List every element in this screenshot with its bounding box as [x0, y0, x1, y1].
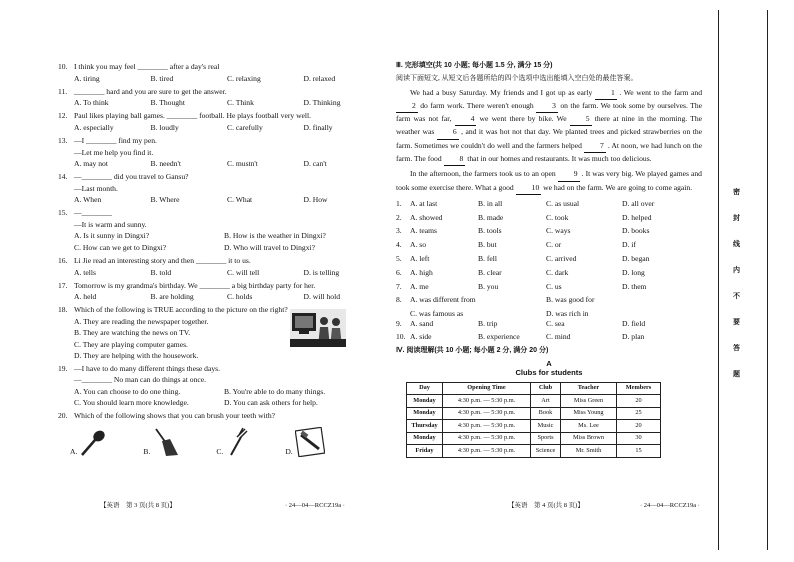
dialogue-line: —Let me help you find it. [74, 147, 154, 157]
cloze-paragraph-1: We had a busy Saturday. My friends and I got up as early 1 . We went to the farm and 2 do farm work. There weren't enough 3 on the farm. We took some by ourselves. The farm was not far, 4 we went there by bike. We 5 there at nine in the morning. The weather was 6 , and it was hot not that day. We planted trees and picked strawberries on the farm. Sometimes we couldn't do well and the farmers helped 7 . At noon, we had lunch on the farm. The food 8 that in our homes and restaurants. It was much too delicious. [396, 87, 702, 167]
question-20: 20. Which of the following shows that you can brush your teeth with? [58, 411, 275, 421]
cloze-paragraph-2: In the afternoon, the farmers took us to an open 9 . It was very big. We played games and took some exercise there. What a good 10 we had on the farm. We are going to come again. [396, 168, 702, 195]
left-page [58, 62, 380, 457]
options-14: A. When B. Where C. What D. How [74, 195, 328, 205]
table-row: Thursday 4:30 p.m. — 5:30 p.m. Music Ms. Lee 20 [407, 420, 661, 433]
options-15: A. Is it sunny in Dingxi? B. How is the weather in Dingxi? C. How can we get to Dingxi? D. Who will travel to Dingxi? [74, 231, 326, 252]
section-heading-reading: Ⅳ. 阅读理解(共 10 小题; 每小题 2 分, 满分 20 分) [396, 346, 549, 354]
dialogue-line: —________ No man can do things at once. [74, 375, 207, 385]
clubs-table [406, 382, 661, 458]
footer-code-right: · 24—04—RCCZ19a · [640, 502, 700, 509]
option-d-toothbrush: D. [285, 427, 324, 457]
question-13: 13. —I ________ find my pen. [58, 135, 157, 145]
cloze-options: 1. A. at last B. in all C. as usual D. all over 2. A. showed B. made C. took D. helped 3. A. teams B. tools C. ways D. books 4. A. so B. but C. or D. if 5. A. left B. fell C. arrived D. began 6. A. high B. clear C. dark D. long 7. A. me B. you C. us D. them [396, 198, 655, 291]
question-16: 16. Li Jie read an interesting story and then ________ it to us. [58, 255, 251, 265]
sidebar-char: 内 [733, 266, 740, 274]
question-15: 15. —________ [58, 208, 112, 218]
table-row: Monday 4:30 p.m. — 5:30 p.m. Book Miss Young 25 [407, 407, 661, 420]
table-header-row: Day Opening Time Club Teacher Members [407, 382, 661, 395]
options-13: A. may not B. needn't C. mustn't D. can't [74, 159, 327, 169]
sidebar-char: 题 [733, 370, 740, 378]
footer-code-left: · 24—04—RCCZ19a · [285, 502, 345, 509]
section-heading-cloze: Ⅲ. 完形填空(共 10 小题; 每小题 1.5 分, 满分 15 分) [396, 62, 553, 69]
q20-pictures [70, 427, 380, 457]
options-19: A. You can choose to do one thing. B. You're able to do many things. C. You should learn more knowledge. D. You can ask others for help. [74, 386, 326, 408]
q18-block [58, 317, 380, 361]
table-row: Monday 4:30 p.m. — 5:30 p.m. Sports Miss Brown 30 [407, 432, 661, 445]
question-19: 19. —I have to do many different things these days. [58, 363, 221, 373]
table-row: Monday 4:30 p.m. — 5:30 p.m. Art Miss Green 20 [407, 395, 661, 408]
right-page [396, 62, 702, 458]
options-10: A. tiring B. tired C. relaxing D. relaxed [74, 73, 336, 83]
option-a-spoon: A. [70, 427, 107, 457]
cloze-instructions: 阅读下面短文, 从短文后各题所给的四个选项中选出能填入空白处的最佳答案。 [396, 73, 638, 82]
seal-line-sidebar [718, 10, 768, 550]
sidebar-char: 不 [733, 292, 740, 300]
cloze-options-9-10: 9. A. sand B. trip C. sea D. field 10. A. side B. experience C. mind D. plan [396, 318, 646, 342]
option-b-broom: B. [143, 427, 180, 457]
passage-letter: A [546, 358, 552, 368]
sidebar-char: 密 [733, 188, 740, 196]
table-row: Friday 4:30 p.m. — 5:30 p.m. Science Mr. Smith 15 [407, 445, 661, 458]
dialogue-line: —It is warm and sunny. [74, 219, 147, 229]
passage-title: Clubs for students [515, 368, 583, 378]
options-11: A. To think B. Thought C. Think D. Thinking [74, 98, 341, 108]
options-12: A. especially B. loudly C. carefully D. finally [74, 122, 333, 132]
question-14: 14. —________ did you travel to Gansu? [58, 172, 189, 182]
option-line: B. They are watching the news on TV. [74, 328, 191, 338]
options-16: A. tells B. told C. will tell D. is telling [74, 267, 340, 277]
question-11: 11. ________ hard and you are sure to get the answer. [58, 86, 227, 96]
sidebar-char: 答 [733, 344, 740, 352]
sidebar-char: 封 [733, 214, 740, 222]
option-line: A. They are reading the newspaper together. [74, 316, 209, 326]
question-17: 17. Tomorrow is my grandma's birthday. We ________ a big birthday party for her. [58, 280, 316, 290]
footer-page4: 【英语 第 4 页(共 8 页)】 [508, 502, 584, 509]
options-17: A. held B. are holding C. holds D. will hold [74, 292, 340, 302]
fork-icon [225, 427, 249, 457]
toothbrush-icon [295, 427, 325, 457]
question-18: 18. Which of the following is TRUE according to the picture on the right? [58, 305, 288, 315]
broom-icon [152, 427, 180, 457]
sidebar-char: 线 [733, 240, 740, 248]
dialogue-line: —Last month. [74, 183, 118, 193]
cloze-options-8: 8. A. was different from B. was good for C. was famous as D. was rich in [396, 295, 595, 319]
question-10: 10. I think you may feel ________ after a day's real [58, 62, 220, 71]
option-line: C. They are playing computer games. [74, 339, 188, 349]
sidebar-char: 要 [733, 318, 740, 326]
footer-page3: 【英语 第 3 页(共 8 页)】 [100, 502, 176, 509]
option-line: D. They are helping with the housework. [74, 351, 199, 361]
spoon-icon [79, 429, 107, 457]
question-12: 12. Paul likes playing ball games. ________ football. He plays football very well. [58, 111, 312, 121]
option-c-fork: C. [216, 427, 249, 457]
family-tv-picture [290, 309, 346, 347]
